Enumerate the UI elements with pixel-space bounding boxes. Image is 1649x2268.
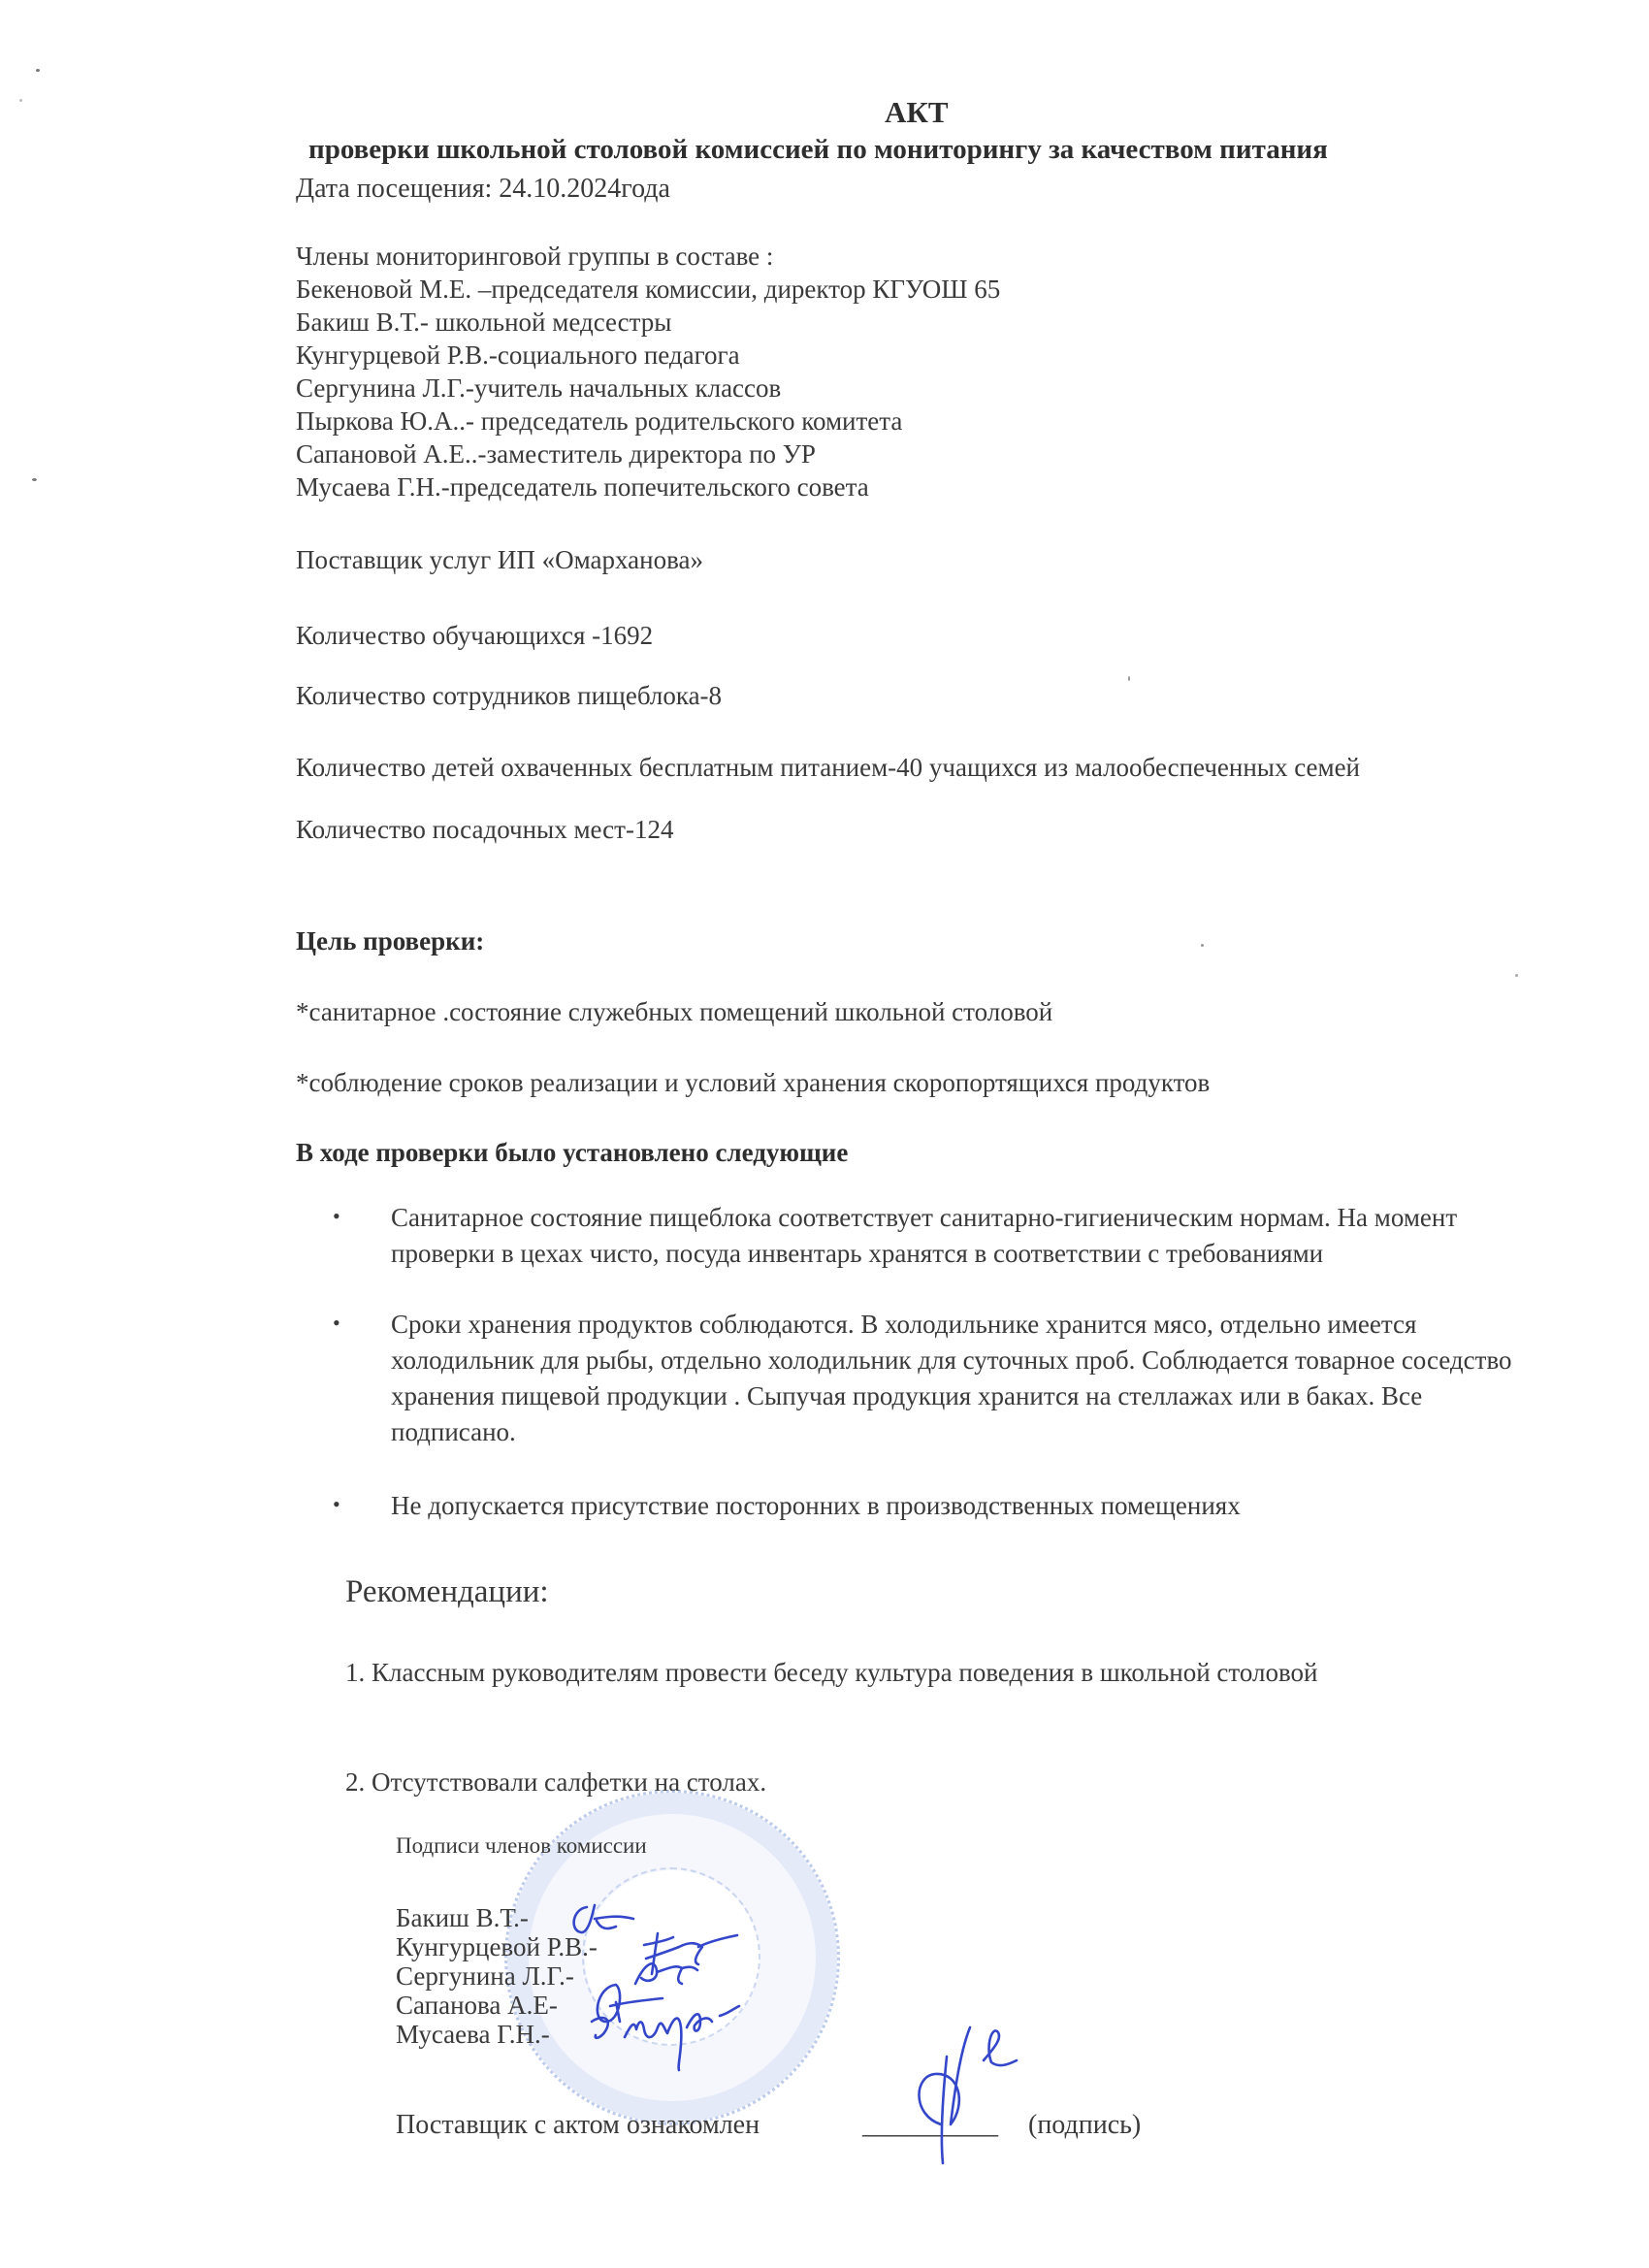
members-heading: Члены мониторинговой группы в составе : (296, 242, 774, 271)
handwritten-signature (586, 1998, 760, 2076)
supplier-signature (902, 2018, 1038, 2163)
signer-name: Кунгурцевой Р.В.- (396, 1932, 598, 1961)
signature-hint: (подпись) (1028, 2110, 1142, 2140)
seats-count: Количество посадочных мест-124 (296, 815, 674, 844)
free-meals-count: Количество детей охваченных бесплатным питанием-40 учащихся из малообеспеченных семей (296, 753, 1361, 782)
finding-item: Сроки хранения продуктов соблюдаются. В холодильнике хранится мясо, отдельно имеется холодильник для рыбы, отдельно холодильник для суточных проб. Соблюдается товарное соседство хранения пищевой продукции . Сыпучая продукция хранится на стеллажах или в баках. Все подписано. (391, 1310, 1512, 1446)
visit-date: Дата посещения: 24.10.2024года (296, 174, 670, 204)
signer-name: Сергунина Л.Г.- (396, 1961, 574, 1991)
signer-name: Сапанова А.Е- (396, 1991, 558, 2020)
supplier-signature-blank: __________ (862, 2110, 998, 2140)
recommendations-heading: Рекомендации: (345, 1574, 549, 1609)
scan-speck (19, 99, 22, 102)
scan-speck (32, 478, 37, 481)
staff-count: Количество сотрудников пищеблока-8 (296, 681, 723, 710)
purpose-item: *соблюдение сроков реализации и условий хранения скоропортящихся продуктов (296, 1068, 1211, 1097)
purpose-item: *санитарное .состояние служебных помещений школьной столовой (296, 997, 1053, 1026)
recommendation-item: 2. Отсутствовали салфетки на столах. (345, 1767, 767, 1797)
scan-speck (1515, 974, 1518, 977)
member-item: Бекеновой М.Е. –председателя комиссии, директор КГУОШ 65 (296, 275, 1001, 304)
purpose-heading: Цель проверки: (296, 926, 485, 956)
bullet-icon: • (333, 1492, 340, 1516)
document-subtitle: проверки школьной столовой комиссией по мониторингу за качеством питания (308, 134, 1328, 165)
scan-speck (36, 69, 40, 72)
document-title: АКТ (885, 95, 949, 129)
finding-item: Не допускается присутствие посторонних в производственных помещениях (391, 1491, 1241, 1520)
scan-speck (1128, 676, 1130, 681)
signatures-heading: Подписи членов комиссии (396, 1833, 647, 1858)
signer-name: Мусаева Г.Н.- (396, 2020, 550, 2049)
bullet-icon: • (333, 1311, 340, 1335)
member-item: Кунгурцевой Р.В.-социального педагога (296, 340, 740, 370)
students-count: Количество обучающихся -1692 (296, 621, 654, 650)
member-item: Сергунина Л.Г.-учитель начальных классов (296, 373, 782, 403)
scan-speck (1201, 944, 1204, 947)
provider-line: Поставщик услуг ИП «Омарханова» (296, 545, 703, 574)
member-item: Сапановой А.Е..-заместитель директора по УР (296, 439, 816, 469)
recommendation-item: 1. Классным руководителям провести беседу культура поведения в школьной столовой (345, 1658, 1318, 1687)
member-item: Пыркова Ю.А..- председатель родительского комитета (296, 406, 903, 436)
signer-name: Бакиш В.Т.- (396, 1903, 529, 1932)
supplier-ack-label: Поставщик с актом ознакомлен (396, 2110, 760, 2140)
member-item: Мусаева Г.Н.-председатель попечительского совета (296, 472, 869, 502)
findings-heading: В ходе проверки было установлено следующие (296, 1138, 849, 1167)
finding-item: Санитарное состояние пищеблока соответствует санитарно-гигиеническим нормам. На момент проверки в цехах чисто, посуда инвентарь хранятся в соответствии с требованиями (391, 1203, 1458, 1268)
bullet-icon: • (333, 1204, 340, 1228)
member-item: Бакиш В.Т.- школьной медсестры (296, 308, 672, 337)
